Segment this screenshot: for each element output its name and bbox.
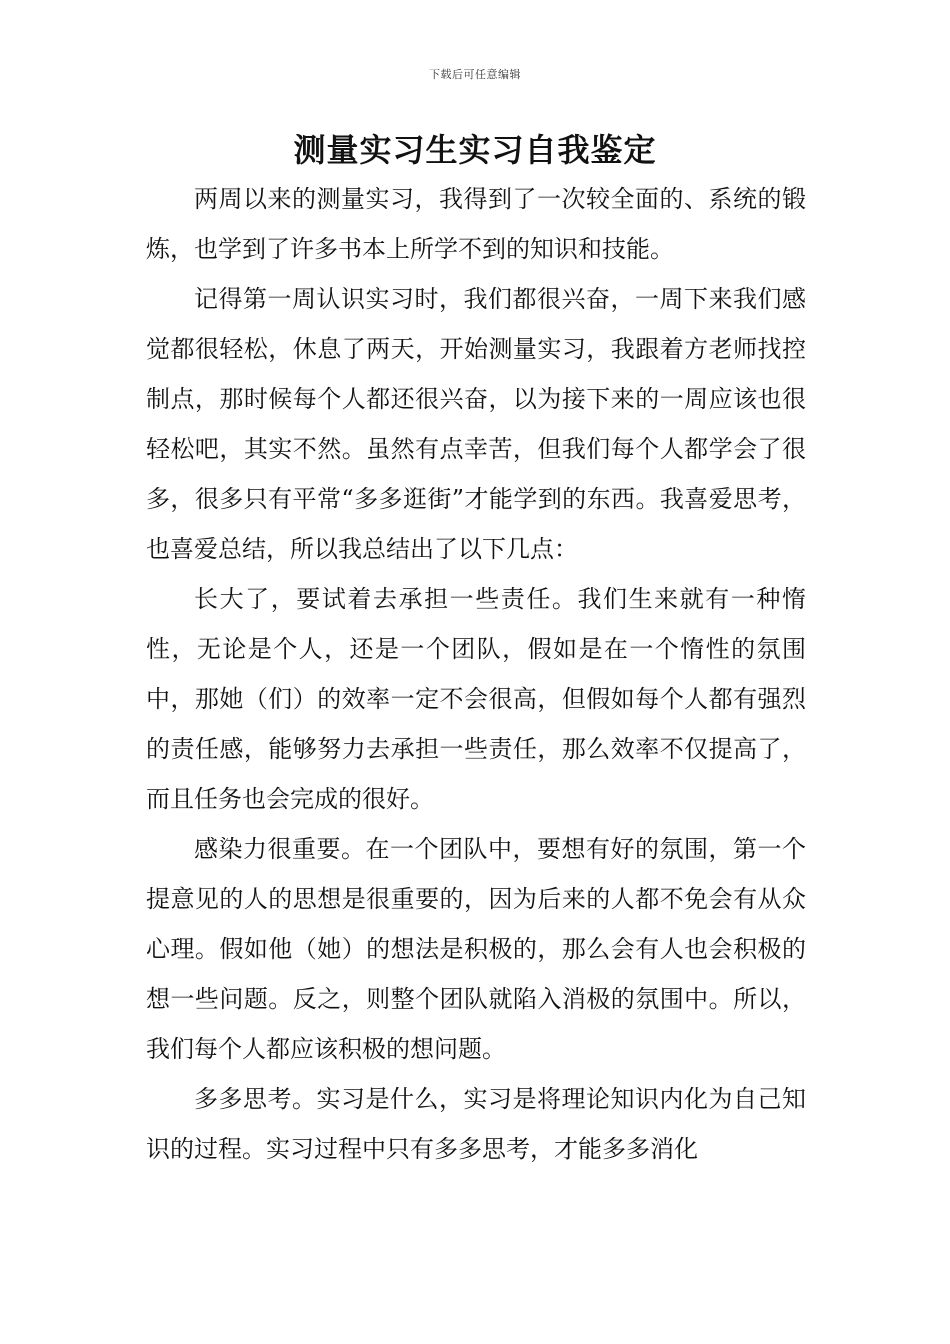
paragraph-1: 两周以来的测量实习，我得到了一次较全面的、系统的锻炼，也学到了许多书本上所学不到的知识和技能。 [146,185,806,263]
document-body [146,174,806,1174]
paragraph-4: 感染力很重要。在一个团队中，要想有好的氛围，第一个提意见的人的思想是很重要的，因为后来的人都不免会有从众心理。假如他（她）的想法是积极的，那么会有人也会积极的想一些问题。反之，则整个团队就陷入消极的氛围中。所以，我们每个人都应该积极的想问题。 [146,835,806,1063]
paragraph-2: 记得第一周认识实习时，我们都很兴奋，一周下来我们感觉都很轻松，休息了两天，开始测量实习，我跟着方老师找控制点，那时候每个人都还很兴奋，以为接下来的一周应该也很轻松吧，其实不然。虽然有点幸苦，但我们每个人都学会了很多，很多只有平常“多多逛街”才能学到的东西。我喜爱思考，也喜爱总结，所以我总结出了以下几点： [146,285,806,563]
header-note: 下载后可任意编辑 [429,68,521,81]
paragraph-3: 长大了，要试着去承担一些责任。我们生来就有一种惰性，无论是个人，还是一个团队，假如是在一个惰性的氛围中，那她（们）的效率一定不会很高，但假如每个人都有强烈的责任感，能够努力去承担一些责任，那么效率不仅提高了，而且任务也会完成的很好。 [146,585,806,813]
paragraph-5: 多多思考。实习是什么，实习是将理论知识内化为自己知识的过程。实习过程中只有多多思考，才能多多消化 [146,1085,806,1163]
document-title: 测量实习生实习自我鉴定 [293,131,657,169]
